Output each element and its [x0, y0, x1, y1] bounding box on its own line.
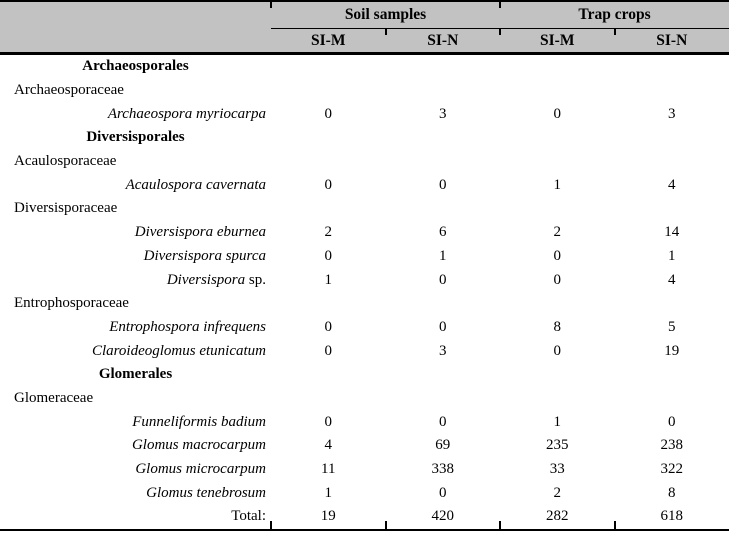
- count-cell: 618: [660, 508, 684, 525]
- count-cell: [271, 54, 386, 79]
- count-cell: 1: [668, 247, 676, 264]
- count-cell: [271, 126, 386, 150]
- family-row: [0, 150, 729, 174]
- count-cell: 0: [439, 413, 447, 430]
- order-row: [0, 54, 729, 79]
- taxon-label: Entrophospora infrequens: [109, 318, 266, 335]
- count-cell: [615, 197, 729, 221]
- count-cell: 0: [324, 413, 332, 430]
- count-cell: [500, 292, 615, 316]
- taxon-label: Diversispora eburnea: [134, 224, 266, 241]
- rule-tick: [385, 521, 387, 530]
- taxon-label: Entrophosporaceae: [14, 295, 129, 312]
- count-cell: 6: [439, 224, 447, 241]
- count-cell: 8: [668, 484, 676, 501]
- taxon-name-cell: [0, 458, 271, 482]
- taxon-name-cell: [0, 268, 271, 292]
- species-row: [0, 221, 729, 245]
- taxon-label: Claroideoglomus etunicatum: [91, 342, 266, 359]
- taxon-label: Acaulospora cavernata: [125, 176, 266, 193]
- header-group-trap-crops: Trap crops: [500, 1, 729, 29]
- taxon-label: Diversispora spurca: [143, 247, 266, 264]
- species-row: [0, 173, 729, 197]
- taxon-name-cell: [0, 292, 271, 316]
- table-header: [0, 1, 729, 54]
- count-cell: 0: [439, 484, 447, 501]
- taxon-label: Glomerales: [98, 366, 173, 383]
- taxon-label: Acaulosporaceae: [14, 153, 117, 170]
- count-cell: 1: [324, 484, 332, 501]
- header-group-soil-samples: Soil samples: [271, 1, 500, 29]
- count-cell: 19: [664, 342, 680, 359]
- taxon-label: Funneliformis badium: [132, 413, 266, 430]
- count-cell: 282: [546, 508, 569, 525]
- family-row: [0, 197, 729, 221]
- taxon-name-cell: [0, 102, 271, 126]
- count-cell: 0: [553, 247, 562, 264]
- count-cell: [615, 54, 729, 79]
- count-cell: 322: [660, 461, 684, 478]
- header-trap-si-n: SI-N: [615, 29, 729, 54]
- count-cell: [615, 150, 729, 174]
- rule-tick: [270, 2, 272, 8]
- header-group-row: [0, 1, 729, 29]
- family-row: [0, 79, 729, 103]
- taxon-label: Diversisporales: [86, 129, 185, 146]
- count-cell: [271, 79, 386, 103]
- count-cell: 0: [324, 318, 332, 335]
- count-cell: [386, 54, 501, 79]
- species-row: [0, 245, 729, 269]
- taxon-name-cell: [0, 363, 271, 387]
- count-cell: [500, 150, 615, 174]
- header-subcolumn-row: [0, 29, 729, 54]
- count-cell: [271, 292, 386, 316]
- species-row: [0, 458, 729, 482]
- taxon-label: Glomus microcarpum: [135, 461, 266, 478]
- count-cell: 0: [324, 247, 332, 264]
- taxon-name-cell: [0, 245, 271, 269]
- order-row: [0, 363, 729, 387]
- species-row: [0, 268, 729, 292]
- count-cell: 2: [553, 224, 562, 241]
- rule-tick: [499, 28, 501, 35]
- family-row: [0, 292, 729, 316]
- order-row: [0, 126, 729, 150]
- count-cell: [500, 79, 615, 103]
- species-row: [0, 481, 729, 505]
- count-cell: 0: [439, 318, 447, 335]
- count-cell: 11: [321, 461, 336, 478]
- count-cell: 4: [324, 437, 332, 454]
- count-cell: [500, 126, 615, 150]
- count-cell: 238: [660, 437, 684, 454]
- count-cell: 0: [553, 105, 562, 122]
- taxon-label: Total:: [231, 508, 266, 525]
- taxon-label: Archaeosporales: [82, 58, 189, 75]
- count-cell: [386, 197, 501, 221]
- taxon-name-cell: [0, 339, 271, 363]
- count-cell: 4: [668, 176, 676, 193]
- count-cell: 420: [431, 508, 454, 525]
- species-row: [0, 410, 729, 434]
- count-cell: 2: [324, 224, 332, 241]
- count-cell: 33: [549, 461, 565, 478]
- count-cell: 1: [553, 176, 562, 193]
- header-trap-si-m: SI-M: [500, 29, 615, 54]
- taxon-label: Diversisporaceae: [14, 200, 118, 217]
- header-soil-si-m: SI-M: [271, 29, 386, 54]
- count-cell: 5: [668, 318, 676, 335]
- count-cell: [500, 54, 615, 79]
- count-cell: [271, 150, 386, 174]
- rule-tick: [614, 28, 616, 35]
- count-cell: 338: [431, 461, 454, 478]
- count-cell: [615, 363, 729, 387]
- count-cell: [386, 79, 501, 103]
- count-cell: [615, 79, 729, 103]
- taxon-label: Archaeospora myriocarpa: [107, 105, 266, 122]
- count-cell: [386, 150, 501, 174]
- count-cell: 1: [439, 247, 447, 264]
- count-cell: 0: [668, 413, 676, 430]
- taxon-name-cell: [0, 387, 271, 411]
- rule-tick: [270, 521, 272, 530]
- count-cell: [271, 363, 386, 387]
- count-cell: [386, 126, 501, 150]
- taxon-name-cell: [0, 150, 271, 174]
- count-cell: 3: [439, 342, 447, 359]
- taxon-name-cell: [0, 410, 271, 434]
- count-cell: 69: [435, 437, 451, 454]
- count-cell: 0: [439, 176, 447, 193]
- count-cell: 8: [553, 318, 562, 335]
- header-empty-cell: [0, 29, 271, 54]
- count-cell: 3: [439, 105, 447, 122]
- count-cell: 14: [664, 224, 680, 241]
- table-body: [0, 54, 729, 530]
- count-cell: 0: [324, 105, 332, 122]
- rule-tick: [385, 28, 387, 35]
- taxon-name-cell: [0, 505, 271, 530]
- taxon-name-cell: [0, 197, 271, 221]
- header-empty-cell: [0, 1, 271, 29]
- count-cell: 0: [553, 271, 562, 288]
- species-row: [0, 434, 729, 458]
- taxon-label: Archaeosporaceae: [14, 82, 124, 99]
- count-cell: [500, 197, 615, 221]
- taxon-name-cell: [0, 79, 271, 103]
- count-cell: 235: [546, 437, 569, 454]
- count-cell: 1: [324, 271, 332, 288]
- species-row: [0, 102, 729, 126]
- count-cell: [615, 387, 729, 411]
- taxon-label: Glomeraceae: [14, 389, 94, 406]
- count-cell: 2: [553, 484, 562, 501]
- taxon-name-cell: [0, 316, 271, 340]
- taxon-label: Diversispora: [166, 271, 246, 288]
- total-row: [0, 505, 729, 530]
- taxon-label: Glomus tenebrosum: [146, 484, 266, 501]
- taxon-name-cell: [0, 173, 271, 197]
- count-cell: 1: [553, 413, 562, 430]
- count-cell: [500, 387, 615, 411]
- count-cell: [271, 197, 386, 221]
- count-cell: [615, 292, 729, 316]
- rule-tick: [614, 521, 616, 530]
- count-cell: 0: [553, 342, 562, 359]
- taxon-name-cell: [0, 221, 271, 245]
- count-cell: [500, 363, 615, 387]
- family-row: [0, 387, 729, 411]
- header-soil-si-n: SI-N: [386, 29, 501, 54]
- taxon-name-cell: [0, 434, 271, 458]
- species-row: [0, 339, 729, 363]
- count-cell: 4: [668, 271, 676, 288]
- taxon-label: Glomus macrocarpum: [131, 437, 266, 454]
- count-cell: [386, 363, 501, 387]
- count-cell: [386, 387, 501, 411]
- count-cell: 19: [320, 508, 336, 525]
- taxon-name-cell: [0, 481, 271, 505]
- count-cell: [386, 292, 501, 316]
- taxon-name-cell: [0, 54, 271, 79]
- species-row: [0, 316, 729, 340]
- taxon-name-cell: [0, 126, 271, 150]
- count-cell: [271, 387, 386, 411]
- count-cell: 0: [324, 342, 332, 359]
- rule-tick: [499, 2, 501, 8]
- count-cell: 3: [668, 105, 676, 122]
- count-cell: 0: [324, 176, 332, 193]
- count-cell: [615, 126, 729, 150]
- rule-tick: [499, 521, 501, 530]
- count-cell: 0: [439, 271, 447, 288]
- taxon-label-suffix: sp.: [245, 271, 266, 288]
